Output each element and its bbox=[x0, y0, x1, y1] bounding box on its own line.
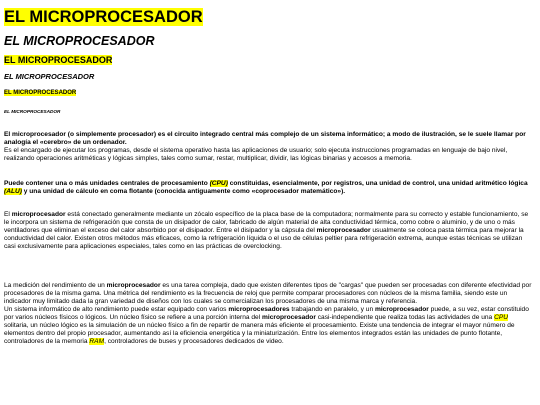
cooling-text-1: El bbox=[4, 211, 12, 218]
cooling-text-3: usualmente se coloca pasta térmica para mejorar la conductividad del calor. Existen otros métodos más eficaces, como la refrigeración líquida o el uso de células peltier para refrigeración extrema, aunque estas técnicas se utilizan casi exclusivamente para aplicaciones especiales, tales como en las prácticas de overclocking. bbox=[4, 227, 524, 250]
cpu-text-c: y una unidad de cálculo en coma flotante (conocida antiguamente como «coprocesador matemático»). bbox=[21, 188, 346, 195]
heading-level-4: EL MICROPROCESADOR bbox=[4, 72, 95, 81]
heading-level-5 bbox=[4, 90, 76, 97]
cpu-keyword: (CPU) bbox=[209, 180, 228, 187]
paragraph-intro bbox=[4, 131, 534, 163]
heading-5-text: EL MICROPROCESADOR bbox=[4, 90, 77, 96]
heading-level-1 bbox=[4, 8, 203, 27]
performance-text-1: La medición del rendimiento de un bbox=[4, 282, 107, 289]
cores-keyword-1: microprocesadores bbox=[228, 306, 290, 313]
heading-level-3 bbox=[4, 55, 112, 65]
cooling-keyword-2: microprocesador bbox=[316, 227, 371, 234]
cores-text-5: solitaria, un núcleo lógico es la simulación de un núcleo físico a fin de repartir de manera más eficiente el procesamiento. Existe una tendencia de integrar el mayor número de elementos dentro del propio procesador, aumentando así la eficiencia energética y la miniaturización. Entre los elementos integrados están las unidades de punto flotante, controladores de la memoria bbox=[4, 322, 515, 345]
cpu-text-b: constituidas, esencialmente, por registros, una unidad de control, una unidad aritmético lógica bbox=[227, 180, 528, 187]
cores-text-2: trabajando en paralelo, y un bbox=[289, 306, 375, 313]
paragraph-cores bbox=[4, 306, 534, 346]
cooling-keyword-1: microprocesador bbox=[11, 211, 66, 218]
paragraph-cooling bbox=[4, 211, 534, 251]
heading-level-6: EL MICROPROCESADOR bbox=[4, 109, 61, 114]
heading-1-text: EL MICROPROCESADOR bbox=[4, 8, 203, 26]
paragraph-performance bbox=[4, 282, 534, 306]
intro-rest-text: Es el encargado de ejecutar los programas, desde el sistema operativo hasta las aplicaciones de usuario; solo ejecuta instrucciones programadas en lenguaje de bajo nivel, realizando operaciones aritméticas y lógicas simples, tales como sumar, restar, multiplicar, dividir, las lógicas binarias y accesos a memoria. bbox=[4, 147, 508, 162]
cpu-text-a: Puede contener una o más unidades centrales de procesamiento bbox=[4, 180, 210, 187]
cores-text-3: puede, a su vez, estar constituido por varios núcleos físicos o lógicos. Un núcleo físico se refiere a una porción interna del bbox=[4, 306, 529, 321]
cooling-text-2: está conectado generalmente mediante un zócalo específico de la placa base de la computadora; normalmente para su correcto y estable funcionamiento, se le incorpora un sistema de refrigeración que consta de un disipador de calor, fabricado de algún material de alta conductividad térmica, como cobre o aluminio, y de uno o más ventiladores que eliminan el exceso del calor absorbido por el disipador. Entre el disipador y la cápsula del bbox=[4, 211, 529, 234]
cores-text-1: Un sistema informático de alto rendimiento puede estar equipado con varios bbox=[4, 306, 229, 313]
cores-keyword-2: microprocesador bbox=[374, 306, 429, 313]
cores-keyword-3: microprocesador bbox=[262, 314, 316, 321]
cores-cpu-keyword: CPU bbox=[494, 314, 508, 321]
heading-3-text: EL MICROPROCESADOR bbox=[4, 55, 113, 65]
heading-level-2: EL MICROPROCESADOR bbox=[4, 34, 155, 48]
cores-ram-keyword: RAM bbox=[89, 338, 105, 345]
alu-keyword: (ALU) bbox=[4, 188, 22, 195]
intro-bold-text: El microprocesador (o simplemente procesador) es el circuito integrado central más complejo de un sistema informático; a modo de ilustración, se le suele llamar por analogía el «cerebro» de un ordenador. bbox=[4, 131, 526, 146]
cores-text-6: , controladores de buses y procesadores dedicados de video. bbox=[104, 338, 284, 345]
cores-text-4: casi-independiente que realiza todas las actividades de una bbox=[315, 314, 495, 321]
performance-keyword: microprocesador bbox=[106, 282, 161, 289]
paragraph-cpu bbox=[4, 180, 534, 196]
performance-text-2: es una tarea compleja, dado que existen diferentes tipos de "cargas" que pueden ser procesadas con diferente efectividad por procesadores de la misma gama. Una métrica del rendimiento es la frecuencia de reloj que permite comparar procesadores con núcleos de la misma familia, siendo este un indicador muy limitado dada la gran variedad de diseños con los cuales se comercializan los procesadores de una misma marca y referencia. bbox=[4, 282, 532, 305]
